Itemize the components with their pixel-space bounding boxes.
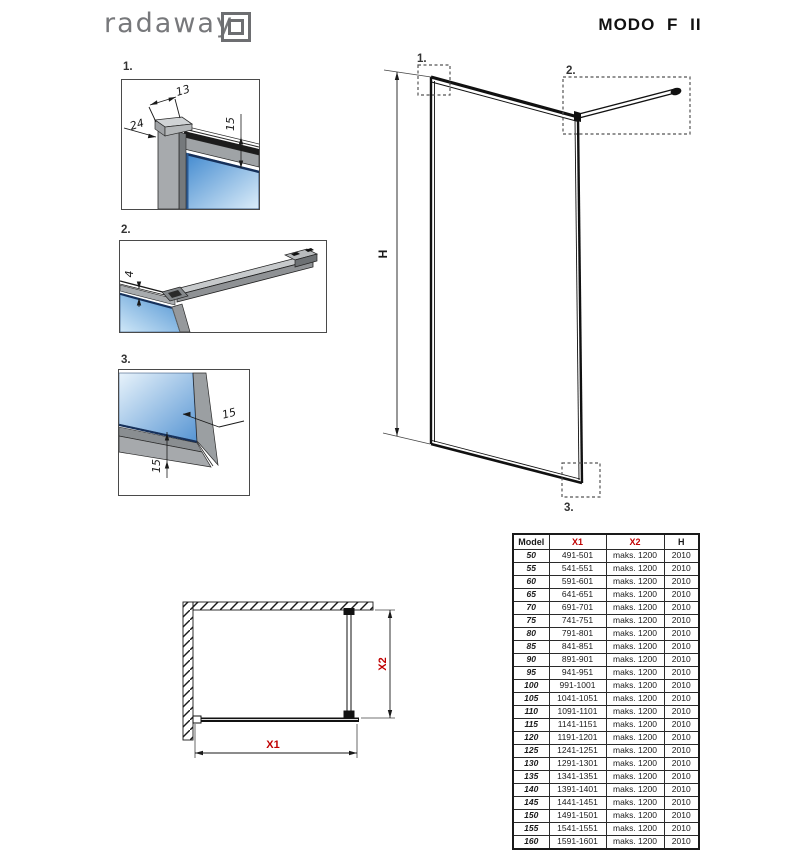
cell-x1: 991-1001	[549, 680, 606, 693]
cell-x2: maks. 1200	[606, 784, 664, 797]
cell-x1: 841-851	[549, 641, 606, 654]
cell-x1: 1191-1201	[549, 732, 606, 745]
cell-h: 2010	[664, 758, 699, 771]
cell-model: 155	[513, 823, 549, 836]
cell-h: 2010	[664, 771, 699, 784]
left-wall	[183, 602, 193, 740]
cell-x2: maks. 1200	[606, 576, 664, 589]
cell-model: 85	[513, 641, 549, 654]
cell-x2: maks. 1200	[606, 719, 664, 732]
cell-model: 110	[513, 706, 549, 719]
cell-h: 2010	[664, 576, 699, 589]
cell-h: 2010	[664, 602, 699, 615]
support-bar	[574, 87, 682, 122]
detail-3-dim-bottom: 15	[150, 459, 163, 473]
cell-x2: maks. 1200	[606, 628, 664, 641]
size-table-row	[513, 563, 699, 576]
h-dimension	[376, 70, 431, 444]
col-header-model: Model	[513, 534, 549, 550]
cell-x2: maks. 1200	[606, 732, 664, 745]
cell-model: 135	[513, 771, 549, 784]
cell-x1: 591-601	[549, 576, 606, 589]
cell-model: 130	[513, 758, 549, 771]
size-table-row	[513, 784, 699, 797]
cell-h: 2010	[664, 680, 699, 693]
cell-model: 80	[513, 628, 549, 641]
size-table-row	[513, 615, 699, 628]
cell-x2: maks. 1200	[606, 563, 664, 576]
cell-x2: maks. 1200	[606, 615, 664, 628]
detail-3-dim-side: 15	[220, 405, 238, 422]
cell-model: 65	[513, 589, 549, 602]
cell-x1: 541-551	[549, 563, 606, 576]
cell-h: 2010	[664, 550, 699, 563]
cell-x2: maks. 1200	[606, 823, 664, 836]
detail-callouts	[418, 65, 690, 497]
glass-panel-plan	[193, 716, 359, 723]
cell-model: 145	[513, 797, 549, 810]
cell-model: 75	[513, 615, 549, 628]
cell-x2: maks. 1200	[606, 745, 664, 758]
detail-2-support-bar	[162, 248, 317, 302]
cell-h: 2010	[664, 615, 699, 628]
size-table-row	[513, 641, 699, 654]
cell-x2: maks. 1200	[606, 602, 664, 615]
cell-x2: maks. 1200	[606, 550, 664, 563]
cell-h: 2010	[664, 719, 699, 732]
cell-h: 2010	[664, 732, 699, 745]
cell-model: 100	[513, 680, 549, 693]
col-header-x1: X1	[549, 534, 606, 550]
size-table-row	[513, 576, 699, 589]
col-header-h: H	[664, 534, 699, 550]
cell-model: 70	[513, 602, 549, 615]
cell-x2: maks. 1200	[606, 667, 664, 680]
cell-model: 150	[513, 810, 549, 823]
size-table-row	[513, 823, 699, 836]
cell-x2: maks. 1200	[606, 771, 664, 784]
detail-1-dim-width: 13	[174, 82, 192, 99]
detail-2-label: 2.	[121, 224, 131, 236]
cell-h: 2010	[664, 628, 699, 641]
cell-h: 2010	[664, 667, 699, 680]
size-table-row	[513, 589, 699, 602]
cell-x2: maks. 1200	[606, 680, 664, 693]
size-table-row	[513, 706, 699, 719]
cell-x1: 1491-1501	[549, 810, 606, 823]
brand-logo-square-icon	[221, 12, 251, 42]
detail-1-dim-depth: 24	[128, 116, 146, 133]
cell-x1: 1241-1251	[549, 745, 606, 758]
support-bar-end-cap	[670, 87, 682, 97]
size-table-row	[513, 797, 699, 810]
cell-x1: 1091-1101	[549, 706, 606, 719]
cell-h: 2010	[664, 641, 699, 654]
size-table-row	[513, 836, 699, 850]
size-table-row	[513, 810, 699, 823]
size-table-row	[513, 602, 699, 615]
size-table-row	[513, 667, 699, 680]
cell-h: 2010	[664, 836, 699, 850]
cell-x2: maks. 1200	[606, 706, 664, 719]
detail-2-dim-thickness: 4	[123, 270, 136, 278]
size-table-row	[513, 771, 699, 784]
size-table-header-row	[513, 534, 699, 550]
cell-x1: 741-751	[549, 615, 606, 628]
x2-dimension-label: X2	[377, 657, 389, 671]
cell-x2: maks. 1200	[606, 810, 664, 823]
size-table	[512, 533, 700, 850]
size-table-row	[513, 550, 699, 563]
cell-x1: 491-501	[549, 550, 606, 563]
cell-model: 60	[513, 576, 549, 589]
cell-h: 2010	[664, 693, 699, 706]
detail-2-drawing	[119, 240, 327, 333]
cell-x1: 1441-1451	[549, 797, 606, 810]
cell-model: 50	[513, 550, 549, 563]
cell-x2: maks. 1200	[606, 693, 664, 706]
glass-panel-outline	[431, 77, 582, 483]
size-table-row	[513, 732, 699, 745]
cell-x1: 1541-1551	[549, 823, 606, 836]
cell-h: 2010	[664, 589, 699, 602]
elevation-drawing	[370, 50, 700, 520]
callout-2-label: 2.	[566, 65, 576, 77]
cell-x1: 1391-1401	[549, 784, 606, 797]
cell-h: 2010	[664, 797, 699, 810]
cell-model: 115	[513, 719, 549, 732]
detail-3-label: 3.	[121, 354, 131, 366]
cell-model: 90	[513, 654, 549, 667]
callout-1-label: 1.	[417, 53, 427, 65]
cell-h: 2010	[664, 706, 699, 719]
cell-x1: 1591-1601	[549, 836, 606, 850]
x1-dimension-label: X1	[266, 739, 280, 751]
cell-h: 2010	[664, 745, 699, 758]
cell-x1: 941-951	[549, 667, 606, 680]
callout-3-label: 3.	[564, 502, 574, 514]
cell-model: 160	[513, 836, 549, 850]
cell-x2: maks. 1200	[606, 797, 664, 810]
cell-x1: 641-651	[549, 589, 606, 602]
detail-1-label: 1.	[123, 61, 133, 73]
cell-h: 2010	[664, 563, 699, 576]
size-table-row	[513, 654, 699, 667]
brand-logo-inner-square	[228, 19, 244, 35]
cell-x2: maks. 1200	[606, 641, 664, 654]
cell-model: 95	[513, 667, 549, 680]
cell-x1: 1041-1051	[549, 693, 606, 706]
cell-h: 2010	[664, 654, 699, 667]
cell-model: 140	[513, 784, 549, 797]
cell-x1: 891-901	[549, 654, 606, 667]
cell-x1: 691-701	[549, 602, 606, 615]
cell-x2: maks. 1200	[606, 654, 664, 667]
plan-view-drawing	[170, 590, 410, 770]
cell-model: 105	[513, 693, 549, 706]
cell-model: 125	[513, 745, 549, 758]
size-table-row	[513, 680, 699, 693]
wall-bracket	[193, 716, 201, 723]
cell-h: 2010	[664, 784, 699, 797]
x1-dimension	[195, 724, 357, 758]
x2-dimension	[361, 610, 395, 718]
cell-x1: 791-801	[549, 628, 606, 641]
cell-h: 2010	[664, 823, 699, 836]
detail-3-drawing	[118, 369, 250, 496]
size-table-row	[513, 745, 699, 758]
detail-1-dim-inset: 15	[224, 117, 237, 131]
cell-x1: 1341-1351	[549, 771, 606, 784]
size-table-row	[513, 693, 699, 706]
size-table-row	[513, 719, 699, 732]
cell-x2: maks. 1200	[606, 589, 664, 602]
cell-x2: maks. 1200	[606, 758, 664, 771]
cell-x1: 1291-1301	[549, 758, 606, 771]
cell-x1: 1141-1151	[549, 719, 606, 732]
cell-model: 120	[513, 732, 549, 745]
height-dimension-label: H	[376, 249, 390, 259]
brand-logo-text: radaway	[104, 8, 234, 39]
product-title: MODO F II	[598, 15, 702, 34]
col-header-x2: X2	[606, 534, 664, 550]
detail-1-drawing	[121, 79, 260, 210]
size-table-row	[513, 758, 699, 771]
cell-h: 2010	[664, 810, 699, 823]
cell-x2: maks. 1200	[606, 836, 664, 850]
cell-model: 55	[513, 563, 549, 576]
support-bar-plan	[344, 608, 355, 718]
size-table-row	[513, 628, 699, 641]
